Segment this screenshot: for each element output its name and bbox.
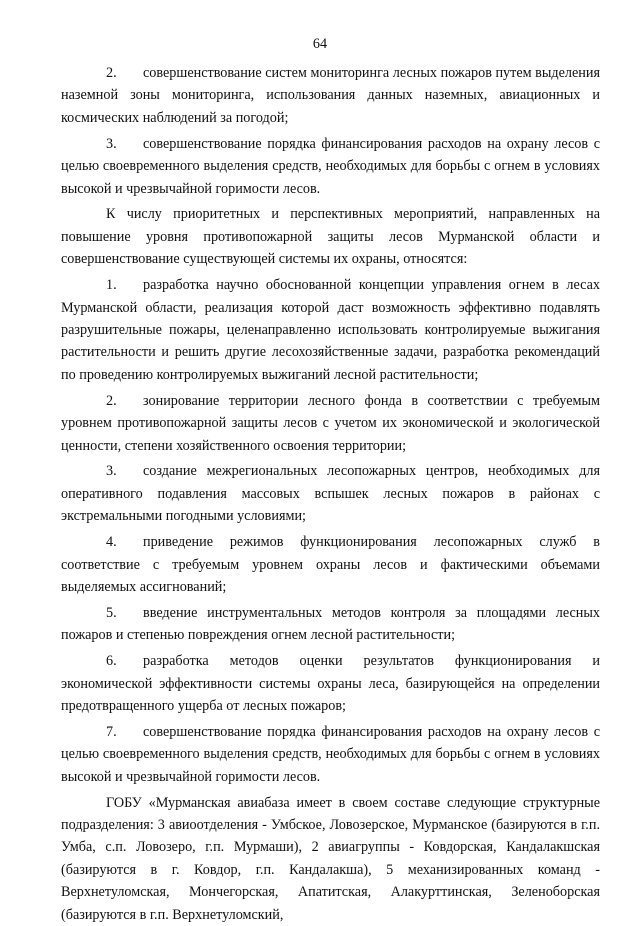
paragraph-item-7 [61, 721, 600, 788]
paragraph-intro: К числу приоритетных и перспективных мероприятий, направленных на повышение уровня противопожарной защиты лесов Мурманской области и совершенствование существующей системы их охраны, относятся: [61, 206, 600, 268]
paragraph-item-1 [61, 274, 600, 386]
item-number: 3. [106, 135, 117, 152]
paragraph-text: разработка научно обоснованной концепции управления огнем в лесах Мурманской области, реализация которой даст возможность эффективно подавлять разрушительные пожары, целенаправленно использовать контролируемые выжигания растительности и решить другие лесохозяйственные задачи, разработка рекомендаций по проведению контролируемых выжиганий лесной растительности; [61, 277, 600, 383]
item-number: 4. [106, 534, 117, 551]
paragraph-text: разработка методов оценки результатов функционирования и экономической эффективности системы охраны леса, базирующейся на определении предотвращенного ущерба от лесных пожаров; [61, 653, 600, 714]
paragraph-item-2b [61, 390, 600, 457]
item-number: 6. [106, 653, 117, 670]
body-text [61, 62, 600, 926]
paragraph-text: совершенствование систем мониторинга лесных пожаров путем выделения наземной зоны мониторинга, использования данных наземных, авиационных и космических наблюдений за погодой; [61, 65, 600, 126]
item-number: 1. [106, 277, 117, 294]
paragraph-item-2 [61, 62, 600, 129]
item-number: 3. [106, 463, 117, 480]
item-number: 2. [106, 65, 117, 81]
page-number: 64 [312, 36, 328, 52]
paragraph-item-6 [61, 650, 600, 717]
item-number: 2. [106, 392, 117, 409]
paragraph-item-3b [61, 460, 600, 527]
paragraph-item-5 [61, 602, 600, 647]
item-number: 7. [106, 723, 117, 740]
paragraph-text: совершенствование порядка финансирования расходов на охрану лесов с целью своевременного выделения средств, необходимых для борьбы с огнем в условиях высокой и чрезвычайной горимости лесов. [61, 135, 600, 197]
paragraph-text: создание межрегиональных лесопожарных центров, необходимых для оперативного подавления массовых вспышек лесных пожаров в районах с экстремальными погодными условиями; [61, 463, 600, 525]
paragraph-text: введение инструментальных методов контроля за площадями лесных пожаров и степенью повреждения огнем лесной растительности; [61, 604, 600, 644]
paragraph-text: совершенствование порядка финансирования расходов на охрану лесов с целью своевременного выделения средств, необходимых для борьбы с огнем в условиях высокой и чрезвычайной горимости лесов. [61, 723, 600, 785]
paragraph-avia-base: ГОБУ «Мурманская авиабаза имеет в своем составе следующие структурные подразделения: 3 авиоотделения - Умбское, Ловозерское, Мурманское (базируются в г.п. Умба, с.п. Ловозеро, г.п. Мурмаши), 2 авиагруппы - Ковдорская, Кандалакшская (базируются в г. Ковдор, г.п. Кандалакша), 5 механизированных команд - Верхнетуломская, Мончегорская, Апатитская, Алакурттинская, Зеленоборская (базируются в г.п. Верхнетуломский, [61, 794, 600, 923]
item-number: 5. [106, 604, 117, 621]
paragraph-item-4 [61, 531, 600, 598]
paragraph-item-3 [61, 133, 600, 200]
paragraph-text: приведение режимов функционирования лесопожарных служб в соответствие с требуемым уровнем охраны лесов и фактическими объемами выделяемых ассигнований; [61, 534, 600, 595]
paragraph-text: зонирование территории лесного фонда в соответствии с требуемым уровнем противопожарной защиты лесов с учетом их экономической и экологической ценности, степени хозяйственного освоения территории; [61, 392, 600, 454]
